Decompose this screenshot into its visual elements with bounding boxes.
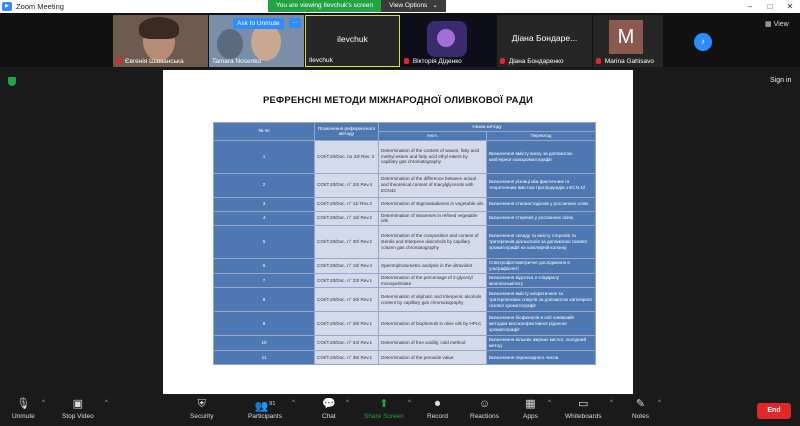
table-row: [214, 259, 596, 274]
more-options-button[interactable]: ···: [289, 18, 301, 28]
meeting-toolbar: 🎙 Unmute ^ ▣ Stop Video ^ ⛨ Security 👥$^{91}$ Participants ^ 💬 Chat ^ ⬆ Share Screen ^ ⏺ Record ☺ Reactions ▦ Apps ^ ▭ Whiteboards ^ ✎ Notes ^ End: [0, 394, 800, 426]
method-designation: COI/T.20/Doc. n° 34/ Rev.1: [315, 336, 379, 351]
header-translation: Переклад: [487, 131, 596, 140]
notes-icon: ✎: [635, 398, 646, 410]
notes-button[interactable]: ✎ Notes: [632, 398, 649, 420]
maximize-button[interactable]: □: [767, 2, 773, 11]
muted-mic-icon: [500, 58, 505, 64]
method-name-english: Determination of aliphatic and triterpenic alcohols content by capillary gas chromatography: [379, 288, 487, 312]
participants-button[interactable]: 👥$^{91}$ Participants: [248, 397, 282, 420]
participant-video-glow: [437, 29, 455, 47]
table-row: [214, 140, 596, 173]
header-english: Англ.: [379, 131, 487, 140]
whiteboards-button[interactable]: ▭ Whiteboards: [565, 398, 602, 420]
method-name-translation: Визначення стеренів у рослинних оліях: [487, 211, 596, 226]
row-number: 7: [214, 273, 315, 288]
record-icon: ⏺: [434, 398, 441, 410]
smiley-icon: ☺: [478, 398, 491, 410]
table-row: [214, 312, 596, 336]
minimize-button[interactable]: –: [747, 2, 753, 11]
method-name-translation: Визначення вмісту аліфатичних та тритерпенових спиртів за допомогою капілярної газової хроматографії: [487, 288, 596, 312]
method-designation: COI/T.20/Doc. n° 23/ Rev.1: [315, 273, 379, 288]
microphone-muted-icon: 🎙: [16, 398, 31, 410]
shield-icon: ⛨: [197, 398, 206, 410]
video-camera-icon: ▣: [72, 398, 84, 410]
participant-hair: [139, 17, 179, 39]
row-number: 2: [214, 173, 315, 197]
participant-background: [217, 29, 243, 59]
sign-in-link[interactable]: Sign in: [770, 77, 792, 84]
method-designation: COI/T.20/Doc. n° 20/ Rev.4: [315, 173, 379, 197]
chat-bubble-icon: 💬: [322, 398, 336, 410]
next-page-button[interactable]: ›: [694, 33, 712, 51]
security-button[interactable]: ⛨ Security: [190, 398, 214, 420]
zoom-app-icon: ▶: [2, 2, 12, 11]
table-row: [214, 336, 596, 351]
participant-tile[interactable]: [113, 15, 208, 67]
table-row: [214, 288, 596, 312]
table-row: [214, 350, 596, 364]
whiteboard-icon: ▭: [578, 398, 589, 410]
method-name-english: Determination of the percentage of 2-glyceryl monopalmitate: [379, 273, 487, 288]
apps-grid-icon: ▦: [525, 398, 536, 410]
method-name-translation: Визначення пероксидного числа: [487, 350, 596, 364]
window-controls: [740, 0, 800, 13]
chevron-down-icon: ⌄: [432, 2, 438, 9]
method-name-translation: Визначення стигмастадієнів у рослинних оліях: [487, 197, 596, 211]
reactions-button[interactable]: ☺ Reactions: [470, 398, 499, 420]
participant-name: Ilevchuk: [309, 57, 333, 64]
method-name-english: Determination of stigmastadienes in vegetable oils: [379, 197, 487, 211]
unmute-button[interactable]: 🎙 Unmute: [12, 398, 35, 420]
method-name-english: Spectrophotometric analysis in the ultraviolet: [379, 259, 487, 274]
participant-name: Діана Бондаренко: [508, 58, 564, 65]
participant-tile[interactable]: [497, 15, 592, 67]
method-designation: COI/T.20/Doc. n° 29/ Rev.1: [315, 312, 379, 336]
header-designation: Позначення референсного методу: [315, 123, 379, 141]
muted-mic-icon: [596, 58, 601, 64]
shield-icon[interactable]: [8, 77, 16, 86]
document-title: РЕФРЕНСНІ МЕТОДИ МІЖНАРОДНОЇ ОЛИВКОВОЇ РАДИ: [262, 95, 534, 106]
table-row: [214, 197, 596, 211]
row-number: 11: [214, 350, 315, 364]
participant-display-name: ilevchuk: [337, 34, 368, 44]
viewing-screen-notice: You are viewing Ilevchuk's screen: [268, 0, 381, 12]
reference-methods-table: [213, 122, 596, 365]
method-designation: COI/T.20/Doc. n° 26/ Rev.2: [315, 288, 379, 312]
row-number: 8: [214, 288, 315, 312]
method-designation: COI/T.20/Doc. no 33/ Rev. 3: [315, 140, 379, 173]
participant-name: Marina Gahisavo: [604, 58, 654, 65]
muted-mic-icon: [116, 58, 121, 64]
method-name-english: Determination of the peroxide value: [379, 350, 487, 364]
method-name-english: Determination of the content of waxes, fatty acid methyl esters and fatty acid ethyl esters by capillary gas chromatography: [379, 140, 487, 173]
shared-document: [163, 70, 633, 394]
table-row: [214, 226, 596, 259]
participants-count: 91: [269, 401, 276, 407]
view-options-label: View Options: [389, 2, 428, 9]
method-name-translation: Визначення біофенолів в олії оливковій методом високоефективної рідинної хроматографії: [487, 312, 596, 336]
apps-button[interactable]: ▦ Apps: [523, 398, 538, 420]
participant-tile[interactable]: [401, 15, 496, 67]
method-designation: COI/T.20/Doc. n° 16/ Rev.2: [315, 211, 379, 226]
participant-tile[interactable]: [209, 15, 304, 67]
muted-mic-icon: [404, 58, 409, 64]
row-number: 5: [214, 226, 315, 259]
method-name-translation: Визначення різниці між фактичним та теоретичним вмістом тригліцеридів з ECN 42: [487, 173, 596, 197]
view-button[interactable]: [765, 20, 789, 28]
window-title: Zoom Meeting: [16, 2, 64, 11]
participant-gallery: [0, 13, 800, 67]
method-designation: COI/T.20/Doc. n° 30/ Rev.2: [315, 226, 379, 259]
method-name-english: Determination of stearenes in refined vegetable oils: [379, 211, 487, 226]
people-icon: 👥$^{91}$: [254, 400, 276, 413]
row-number: 10: [214, 336, 315, 351]
participant-tile-active-speaker[interactable]: [305, 15, 400, 67]
table-row: [214, 211, 596, 226]
participant-name: Вікторія Діденко: [412, 58, 462, 65]
row-number: 3: [214, 197, 315, 211]
method-name-translation: Спектрофотометричне дослідження в ультрафіолеті: [487, 259, 596, 274]
participant-name: Євгенія Шаманська: [124, 58, 184, 65]
participant-display-name: Діана Бондаре...: [511, 33, 578, 43]
grid-icon: ▦: [765, 21, 772, 28]
row-number: 9: [214, 312, 315, 336]
participant-tile[interactable]: [593, 15, 663, 67]
method-name-english: Determination of the composition and content of sterols and triterpene dialcohols by capillary column gas chromatography: [379, 226, 487, 259]
end-meeting-button[interactable]: End: [757, 403, 791, 419]
method-name-translation: Визначення вільних жирних кислот, холодний метод: [487, 336, 596, 351]
method-name-english: Determination of biophenols in olive oils by HPLC: [379, 312, 487, 336]
chat-button[interactable]: 💬 Chat: [322, 398, 336, 420]
header-method-name: Назва методу: [379, 123, 596, 132]
method-name-translation: Визначення складу та вмісту стеролів та тритерпенів діальоголів за допомогою газової хроматографії на капілярній колонці: [487, 226, 596, 259]
header-number: № пп: [214, 123, 315, 141]
view-options-button[interactable]: [381, 0, 446, 12]
avatar: M: [609, 20, 643, 54]
share-screen-icon: ⬆: [379, 398, 389, 410]
method-name-translation: Визначення відсотка 2-гліцерилу монопальмітату: [487, 273, 596, 288]
method-name-english: Determination of the difference between actual and theoretical content of triacylglycerols with ECN42: [379, 173, 487, 197]
row-number: 1: [214, 140, 315, 173]
share-screen-button[interactable]: ⬆ Share Screen: [364, 398, 404, 420]
method-designation: COI/T.20/Doc. n° 35/ Rev.1: [315, 350, 379, 364]
close-window-button[interactable]: ✕: [786, 2, 794, 11]
stop-video-button[interactable]: ▣ Stop Video: [62, 398, 94, 420]
method-designation: COI/T.20/Doc. n° 19/ Rev.4: [315, 259, 379, 274]
row-number: 6: [214, 259, 315, 274]
shared-screen-area: [0, 67, 800, 394]
row-number: 4: [214, 211, 315, 226]
method-name-translation: Визначення вмісту воску за допомогою капілярної газохроматографії: [487, 140, 596, 173]
view-label: View: [773, 21, 789, 28]
participant-name: Tamara Nosenko: [212, 58, 262, 65]
ask-to-unmute-button[interactable]: Ask to Unmute: [233, 18, 284, 29]
record-button[interactable]: ⏺ Record: [427, 398, 448, 420]
table-row: [214, 273, 596, 288]
share-banner: [268, 0, 446, 12]
method-designation: COI/T.20/Doc. n° 11/ Rev.3: [315, 197, 379, 211]
method-name-english: Determination of free acidity, cold method: [379, 336, 487, 351]
table-row: [214, 173, 596, 197]
